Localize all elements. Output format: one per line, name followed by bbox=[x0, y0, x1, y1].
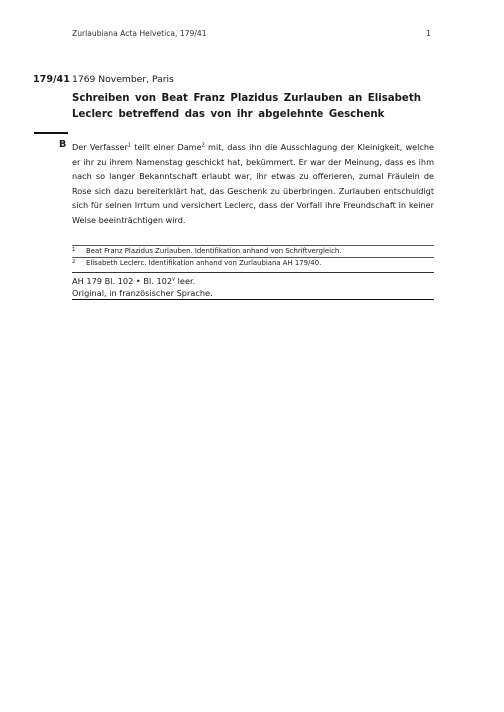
footnote-divider bbox=[72, 257, 434, 258]
summary-text-3: mit, dass ihn die Ausschlagung der Kleinigkeit, welche er ihr zu ihrem Namenstag geschickt hat, bekümmert. Er war der Meinung, dass es ihm nach so langer Bekanntschaft erlaubt war, ihr etwas zu offerieren, zumal Fräulein de Rose sich dazu bereiterklärt hat, das Geschenk zu überbringen. Zurlauben entschuldigt sich für seinen Irrtum und versichert Leclerc, dass der Vorfall ihre Freundschaft in keiner Weise beeinträchtigen wird. bbox=[72, 142, 434, 225]
footnote-text: Beat Franz Plazidus Zurlauben. Identifikation anhand von Schriftvergleich. bbox=[86, 247, 342, 255]
document-number: 179/41 bbox=[33, 74, 70, 85]
source-description bbox=[72, 275, 213, 300]
source-divider-bottom bbox=[72, 299, 434, 300]
section-letter: B bbox=[59, 139, 67, 150]
footnote-2 bbox=[72, 259, 321, 267]
running-head: Zurlaubiana Acta Helvetica, 179/41 bbox=[72, 29, 207, 38]
page-number: 1 bbox=[426, 29, 431, 38]
footnote-ref-2[interactable]: 2 bbox=[201, 142, 205, 149]
footnote-mark: 1 bbox=[72, 247, 76, 253]
summary-paragraph bbox=[72, 140, 434, 228]
document-title bbox=[72, 91, 422, 122]
source-line-2: Original, in französischer Sprache. bbox=[72, 288, 213, 299]
footnote-ref-1[interactable]: 1 bbox=[127, 142, 131, 149]
title-line-1: Schreiben von Beat Franz Plazidus Zurlauben an Elisabeth bbox=[72, 93, 421, 104]
footnote-divider bbox=[72, 245, 434, 246]
summary-text-2: teilt einer Dame bbox=[130, 142, 202, 152]
source-divider bbox=[72, 272, 434, 273]
verso-mark: v bbox=[172, 276, 176, 283]
section-rule bbox=[34, 132, 68, 134]
footnote-1 bbox=[72, 247, 341, 255]
footnote-text: Elisabeth Leclerc. Identifikation anhand von Zurlaubiana AH 179/40. bbox=[86, 259, 322, 267]
source-reference: AH 179 Bl. 102 • Bl. 102 bbox=[72, 276, 173, 286]
summary-text-1: Der Verfasser bbox=[72, 142, 128, 152]
source-line-1 bbox=[72, 275, 213, 287]
footnote-mark: 2 bbox=[72, 259, 76, 265]
title-line-2: Leclerc betreffend das von ihr abgelehnte Geschenk bbox=[72, 108, 385, 120]
date-place: 1769 November, Paris bbox=[72, 74, 174, 85]
source-note: leer. bbox=[175, 276, 196, 286]
